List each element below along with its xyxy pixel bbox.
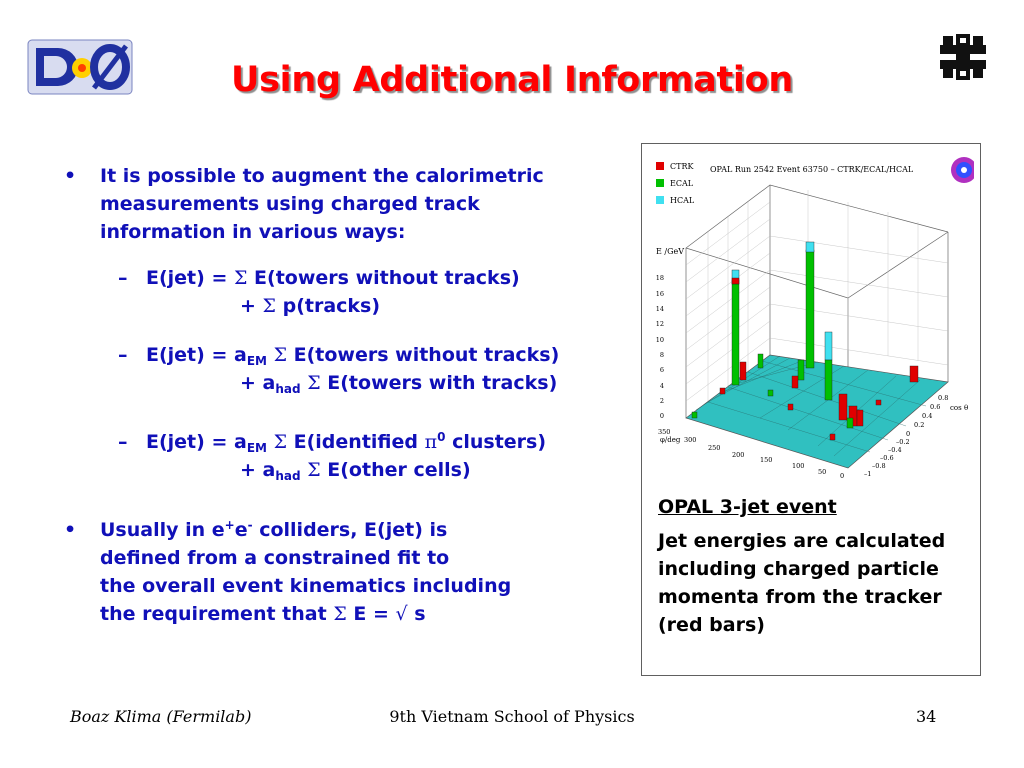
bullet-item — [64, 516, 512, 628]
y-tick: 4 — [659, 382, 664, 390]
legend-swatch-hcal — [656, 196, 664, 204]
phi-tick: 50 — [818, 468, 827, 476]
y-tick: 16 — [655, 290, 664, 298]
phi-axis-label: φ/deg — [660, 436, 681, 444]
sub-item — [118, 341, 560, 397]
footer-author: Boaz Klima (Fermilab) — [70, 707, 252, 726]
formula-line: $E(jet) = a_{EM}$ Σ E(identified $\pi^0$ clusters) — [146, 430, 547, 455]
formula-line: + $a_{had}$ Σ E(other cells) — [240, 459, 471, 483]
formula-line: E(jet) = Σ E(towers without tracks) — [146, 267, 520, 289]
sub-item — [118, 428, 547, 484]
formula-line: + $a_{had}$ Σ E(towers with tracks) — [240, 372, 558, 396]
phi-tick: 250 — [708, 444, 721, 452]
legend — [656, 162, 695, 205]
bullet-line: information in various ways: — [100, 221, 406, 243]
caption-heading: OPAL 3-jet event — [658, 496, 837, 518]
bullet-line: Usually in e+e- colliders, E(jet) is — [100, 518, 448, 541]
y-tick: 2 — [659, 397, 664, 405]
y-axis-label: E /GeV — [656, 247, 684, 256]
caption-line: including charged particle — [658, 558, 939, 580]
y-tick: 14 — [655, 305, 664, 313]
caption-line: (red bars) — [658, 614, 765, 636]
phi-tick: 0 — [840, 472, 845, 480]
caption-line: momenta from the tracker — [658, 586, 942, 608]
bullet-item — [64, 162, 544, 246]
opal-event-display — [648, 150, 974, 480]
bullet-line: measurements using charged track — [100, 193, 480, 215]
cos-tick: 0.8 — [938, 394, 949, 402]
y-tick: 18 — [655, 274, 664, 282]
dash-mark: – — [118, 431, 128, 453]
phi-tick: 100 — [792, 462, 805, 470]
cos-tick: –0.2 — [896, 438, 910, 446]
cos-tick: 0.4 — [922, 412, 933, 420]
y-tick-labels — [656, 274, 664, 420]
cos-tick: 0.6 — [930, 403, 941, 411]
page-number: 34 — [916, 707, 937, 726]
y-tick: 0 — [659, 412, 664, 420]
phi-tick: 150 — [760, 456, 773, 464]
event-header: OPAL Run 2542 Event 63750 – CTRK/ECAL/HCAL — [710, 165, 914, 174]
y-tick: 8 — [659, 351, 664, 359]
y-tick: 12 — [655, 320, 664, 328]
bullet-mark: • — [64, 165, 77, 187]
sub-item — [118, 264, 520, 320]
legend-label-hcal: HCAL — [670, 196, 695, 205]
bullet-line: It is possible to augment the calorimetric — [100, 165, 544, 187]
footer-event: 9th Vietnam School of Physics — [389, 707, 635, 726]
phi-tick: 200 — [732, 451, 745, 459]
phi-tick: 350 — [658, 428, 671, 436]
slide-title: Using Additional Information — [231, 60, 793, 100]
formula-line: + Σ p(tracks) — [240, 295, 381, 317]
y-tick: 10 — [655, 336, 664, 344]
phi-tick: 300 — [684, 436, 697, 444]
cos-tick: –0.6 — [880, 454, 894, 462]
legend-swatch-ecal — [656, 179, 664, 187]
cos-tick: –0.4 — [888, 446, 902, 454]
opal-logo — [951, 157, 974, 183]
legend-label-ecal: ECAL — [670, 179, 694, 188]
dash-mark: – — [118, 267, 128, 289]
formula-line: $E(jet) = a_{EM}$ Σ E(towers without tracks) — [146, 344, 560, 368]
cos-tick: –1 — [864, 470, 872, 478]
cos-tick: 0 — [906, 430, 911, 438]
bullet-line: the requirement that Σ E = √ s — [100, 603, 426, 625]
legend-label-ctrk: CTRK — [670, 162, 694, 171]
figure-caption — [658, 493, 978, 639]
legend-swatch-ctrk — [656, 162, 664, 170]
lego-floor — [686, 355, 948, 468]
cos-tick: 0.2 — [914, 421, 925, 429]
y-tick: 6 — [659, 366, 664, 374]
caption-line: Jet energies are calculated — [658, 530, 946, 552]
bullet-mark: • — [64, 519, 77, 541]
dash-mark: – — [118, 344, 128, 366]
bullet-line: defined from a constrained fit to — [100, 547, 450, 569]
cos-axis-label: cos θ — [950, 404, 969, 412]
cos-tick: –0.8 — [872, 462, 886, 470]
bullet-line: the overall event kinematics including — [100, 575, 512, 597]
